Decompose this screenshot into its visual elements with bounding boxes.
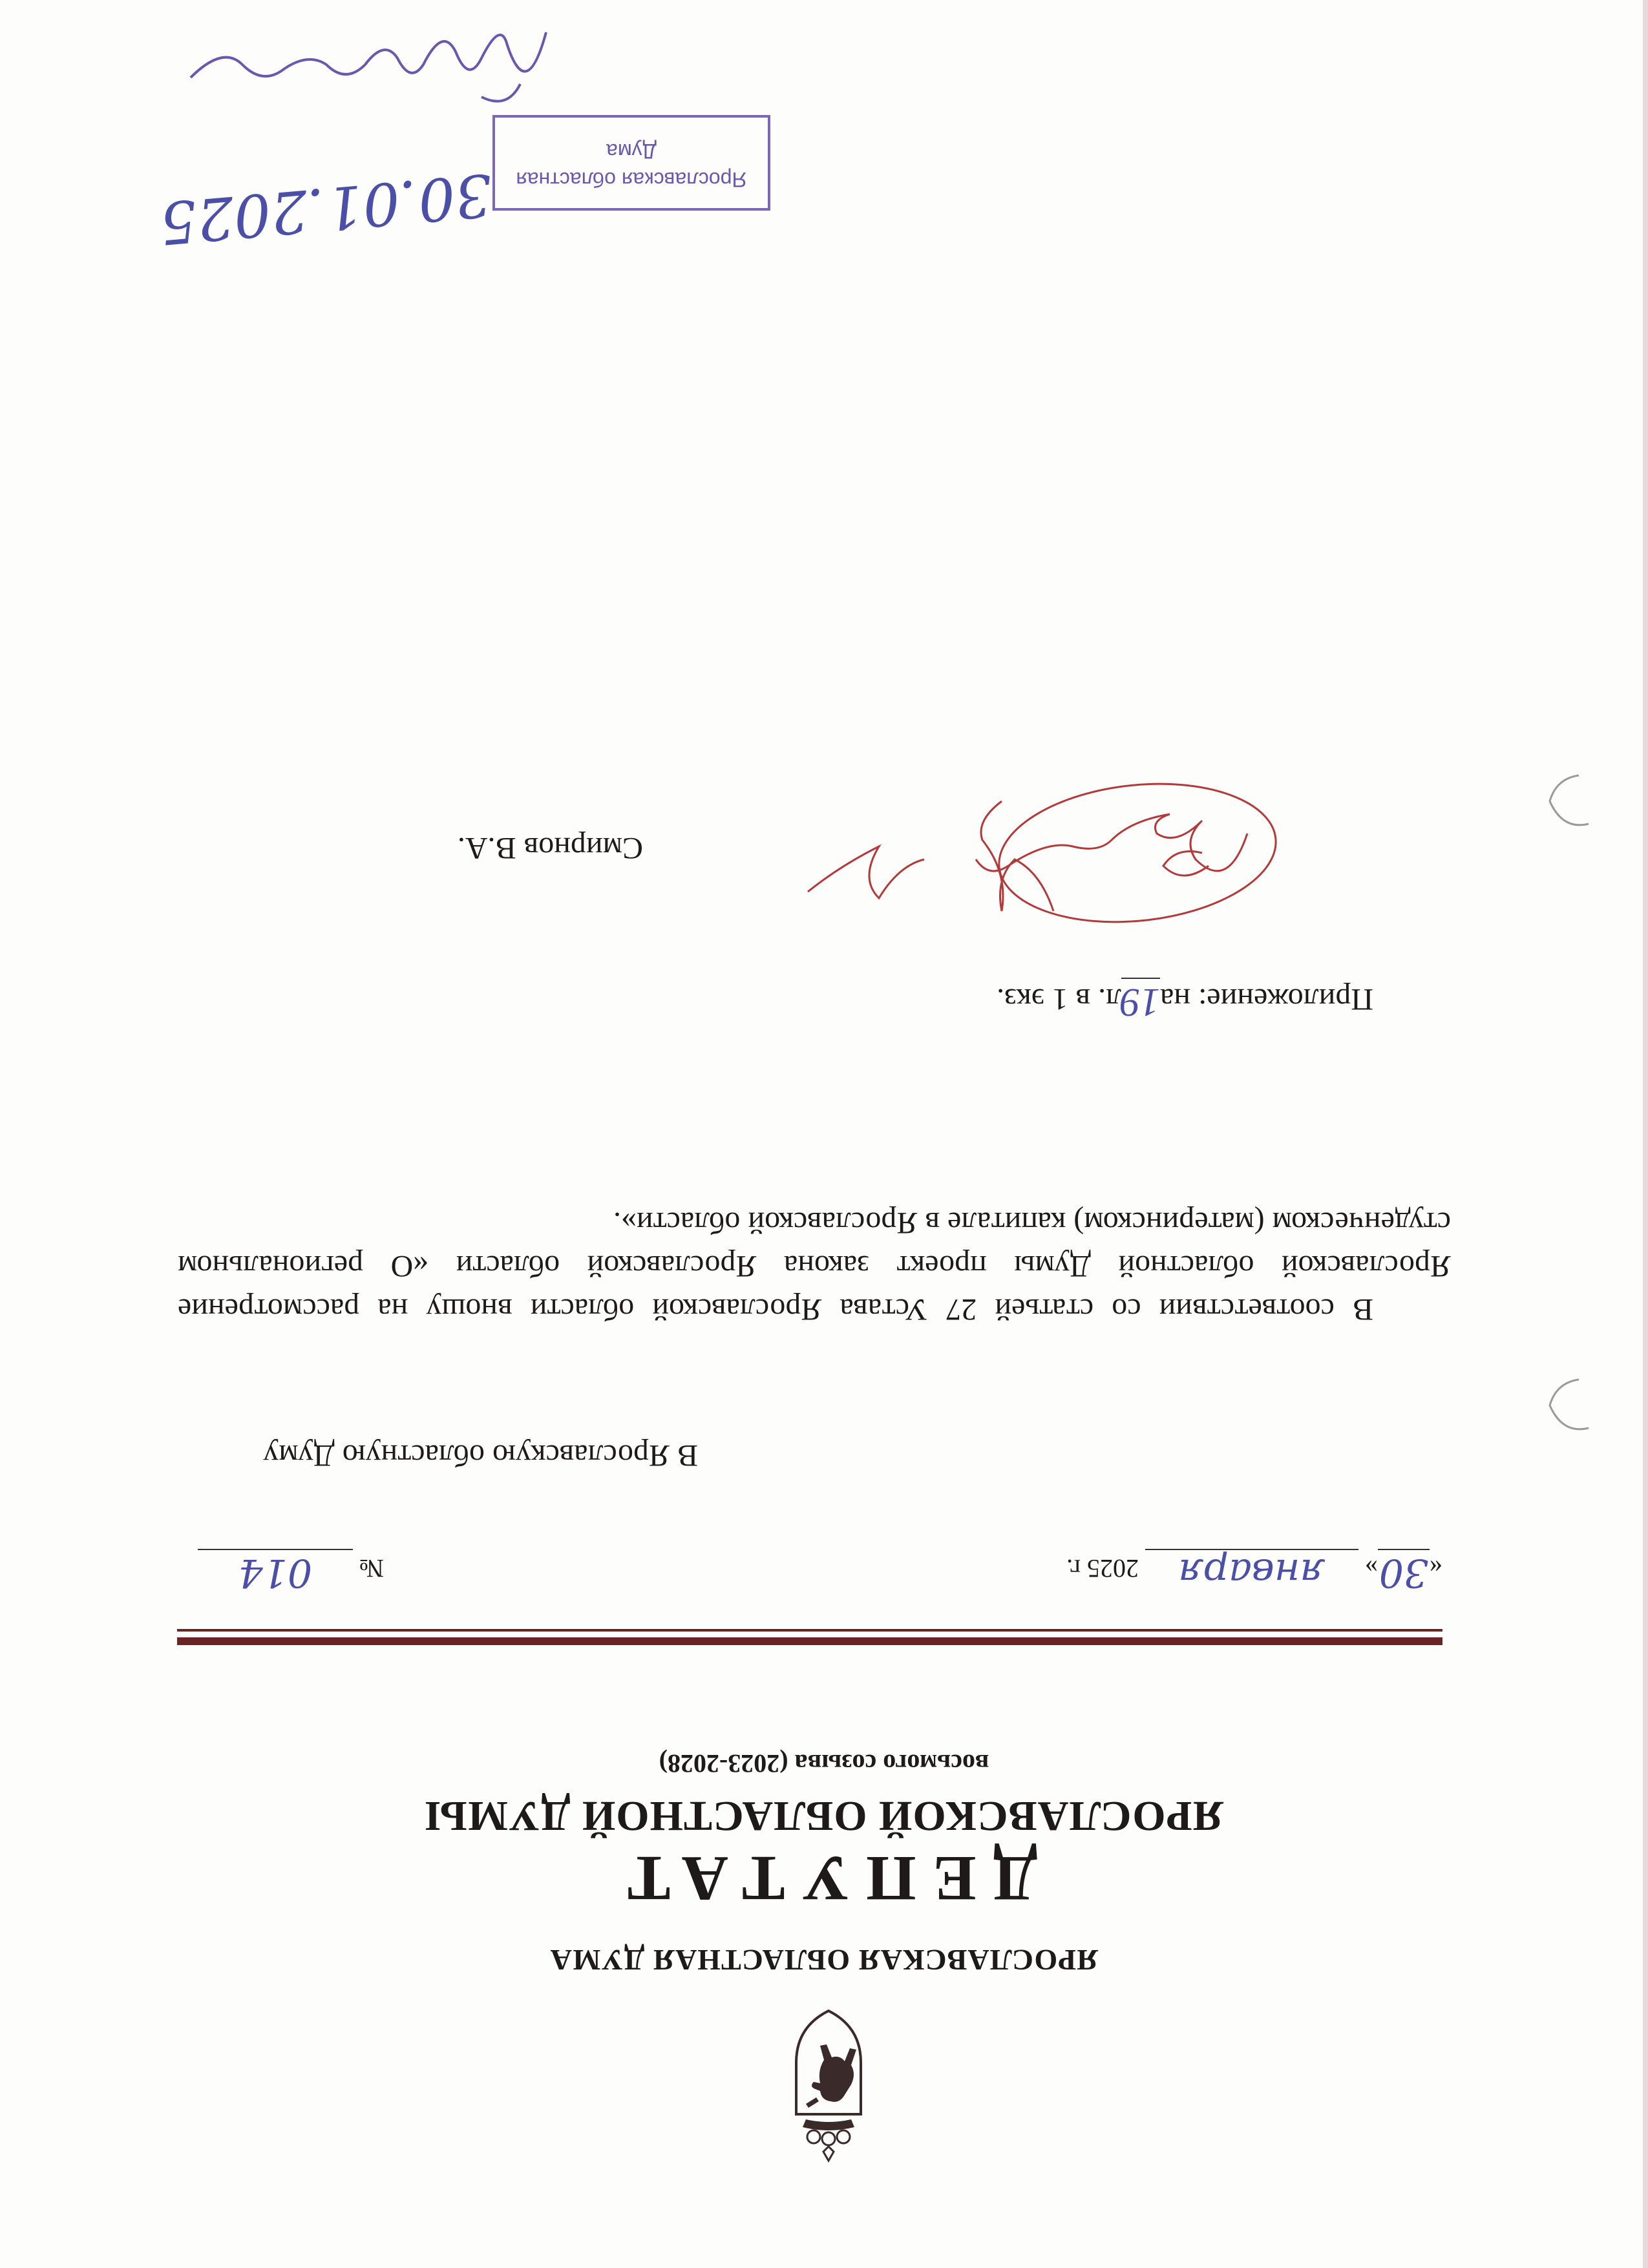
date-quote-close: » bbox=[1365, 1554, 1378, 1583]
letterhead-subtitle: ЯРОСЛАВСКОЙ ОБЛАСТНОЙ ДУМЫ bbox=[424, 1792, 1224, 1840]
outgoing-date bbox=[1066, 1549, 1442, 1595]
date-quote-open: « bbox=[1430, 1554, 1442, 1583]
attachment-sheets: 19 bbox=[1121, 978, 1160, 1025]
received-date: 30.01.2025 bbox=[157, 160, 495, 257]
attachment-suffix: л. в 1 экз. bbox=[997, 982, 1122, 1016]
convocation-line: восьмого созыва (2023-2028) bbox=[659, 1749, 989, 1778]
letterhead-rule-thin bbox=[177, 1629, 1442, 1632]
attachment-prefix: Приложение: на bbox=[1160, 982, 1373, 1016]
date-year: 2025 г. bbox=[1066, 1554, 1139, 1583]
letterhead-rule-thick bbox=[177, 1637, 1442, 1645]
stamp-line-1: Ярославская областная bbox=[516, 168, 747, 191]
date-day: 30 bbox=[1379, 1550, 1429, 1595]
number-value: 014 bbox=[198, 1549, 353, 1595]
hole-punch-mark bbox=[1530, 766, 1601, 837]
attachment-line bbox=[997, 978, 1373, 1025]
addressee: В Ярославскую областную Думу bbox=[263, 1438, 698, 1473]
page-edge-strip bbox=[1643, 0, 1648, 2268]
received-stamp bbox=[492, 115, 770, 211]
date-month: января bbox=[1145, 1549, 1358, 1595]
stamp-line-2: Дума bbox=[606, 140, 657, 163]
organization-name: ЯРОСЛАВСКАЯ ОБЛАСТНАЯ ДУМА bbox=[549, 1944, 1099, 1977]
letterhead-title: ДЕПУТАТ bbox=[610, 1843, 1038, 1915]
letter-body: В соответствии со статьей 27 Устава Ярославской области вношу на рассмотрение Ярославской областной Думы проект закона Ярославской области «О региональном студенческом (материнском) капитале в Ярославской области». bbox=[178, 1206, 1451, 1327]
handwritten-signature bbox=[756, 769, 1286, 937]
outgoing-number bbox=[198, 1549, 384, 1595]
hole-punch-mark bbox=[1530, 1370, 1601, 1441]
signer-name: Смирнов В.А. bbox=[457, 831, 643, 865]
number-label: № bbox=[359, 1554, 384, 1583]
yaroslavl-crest-icon bbox=[787, 2004, 871, 2166]
received-signature bbox=[145, 6, 559, 110]
